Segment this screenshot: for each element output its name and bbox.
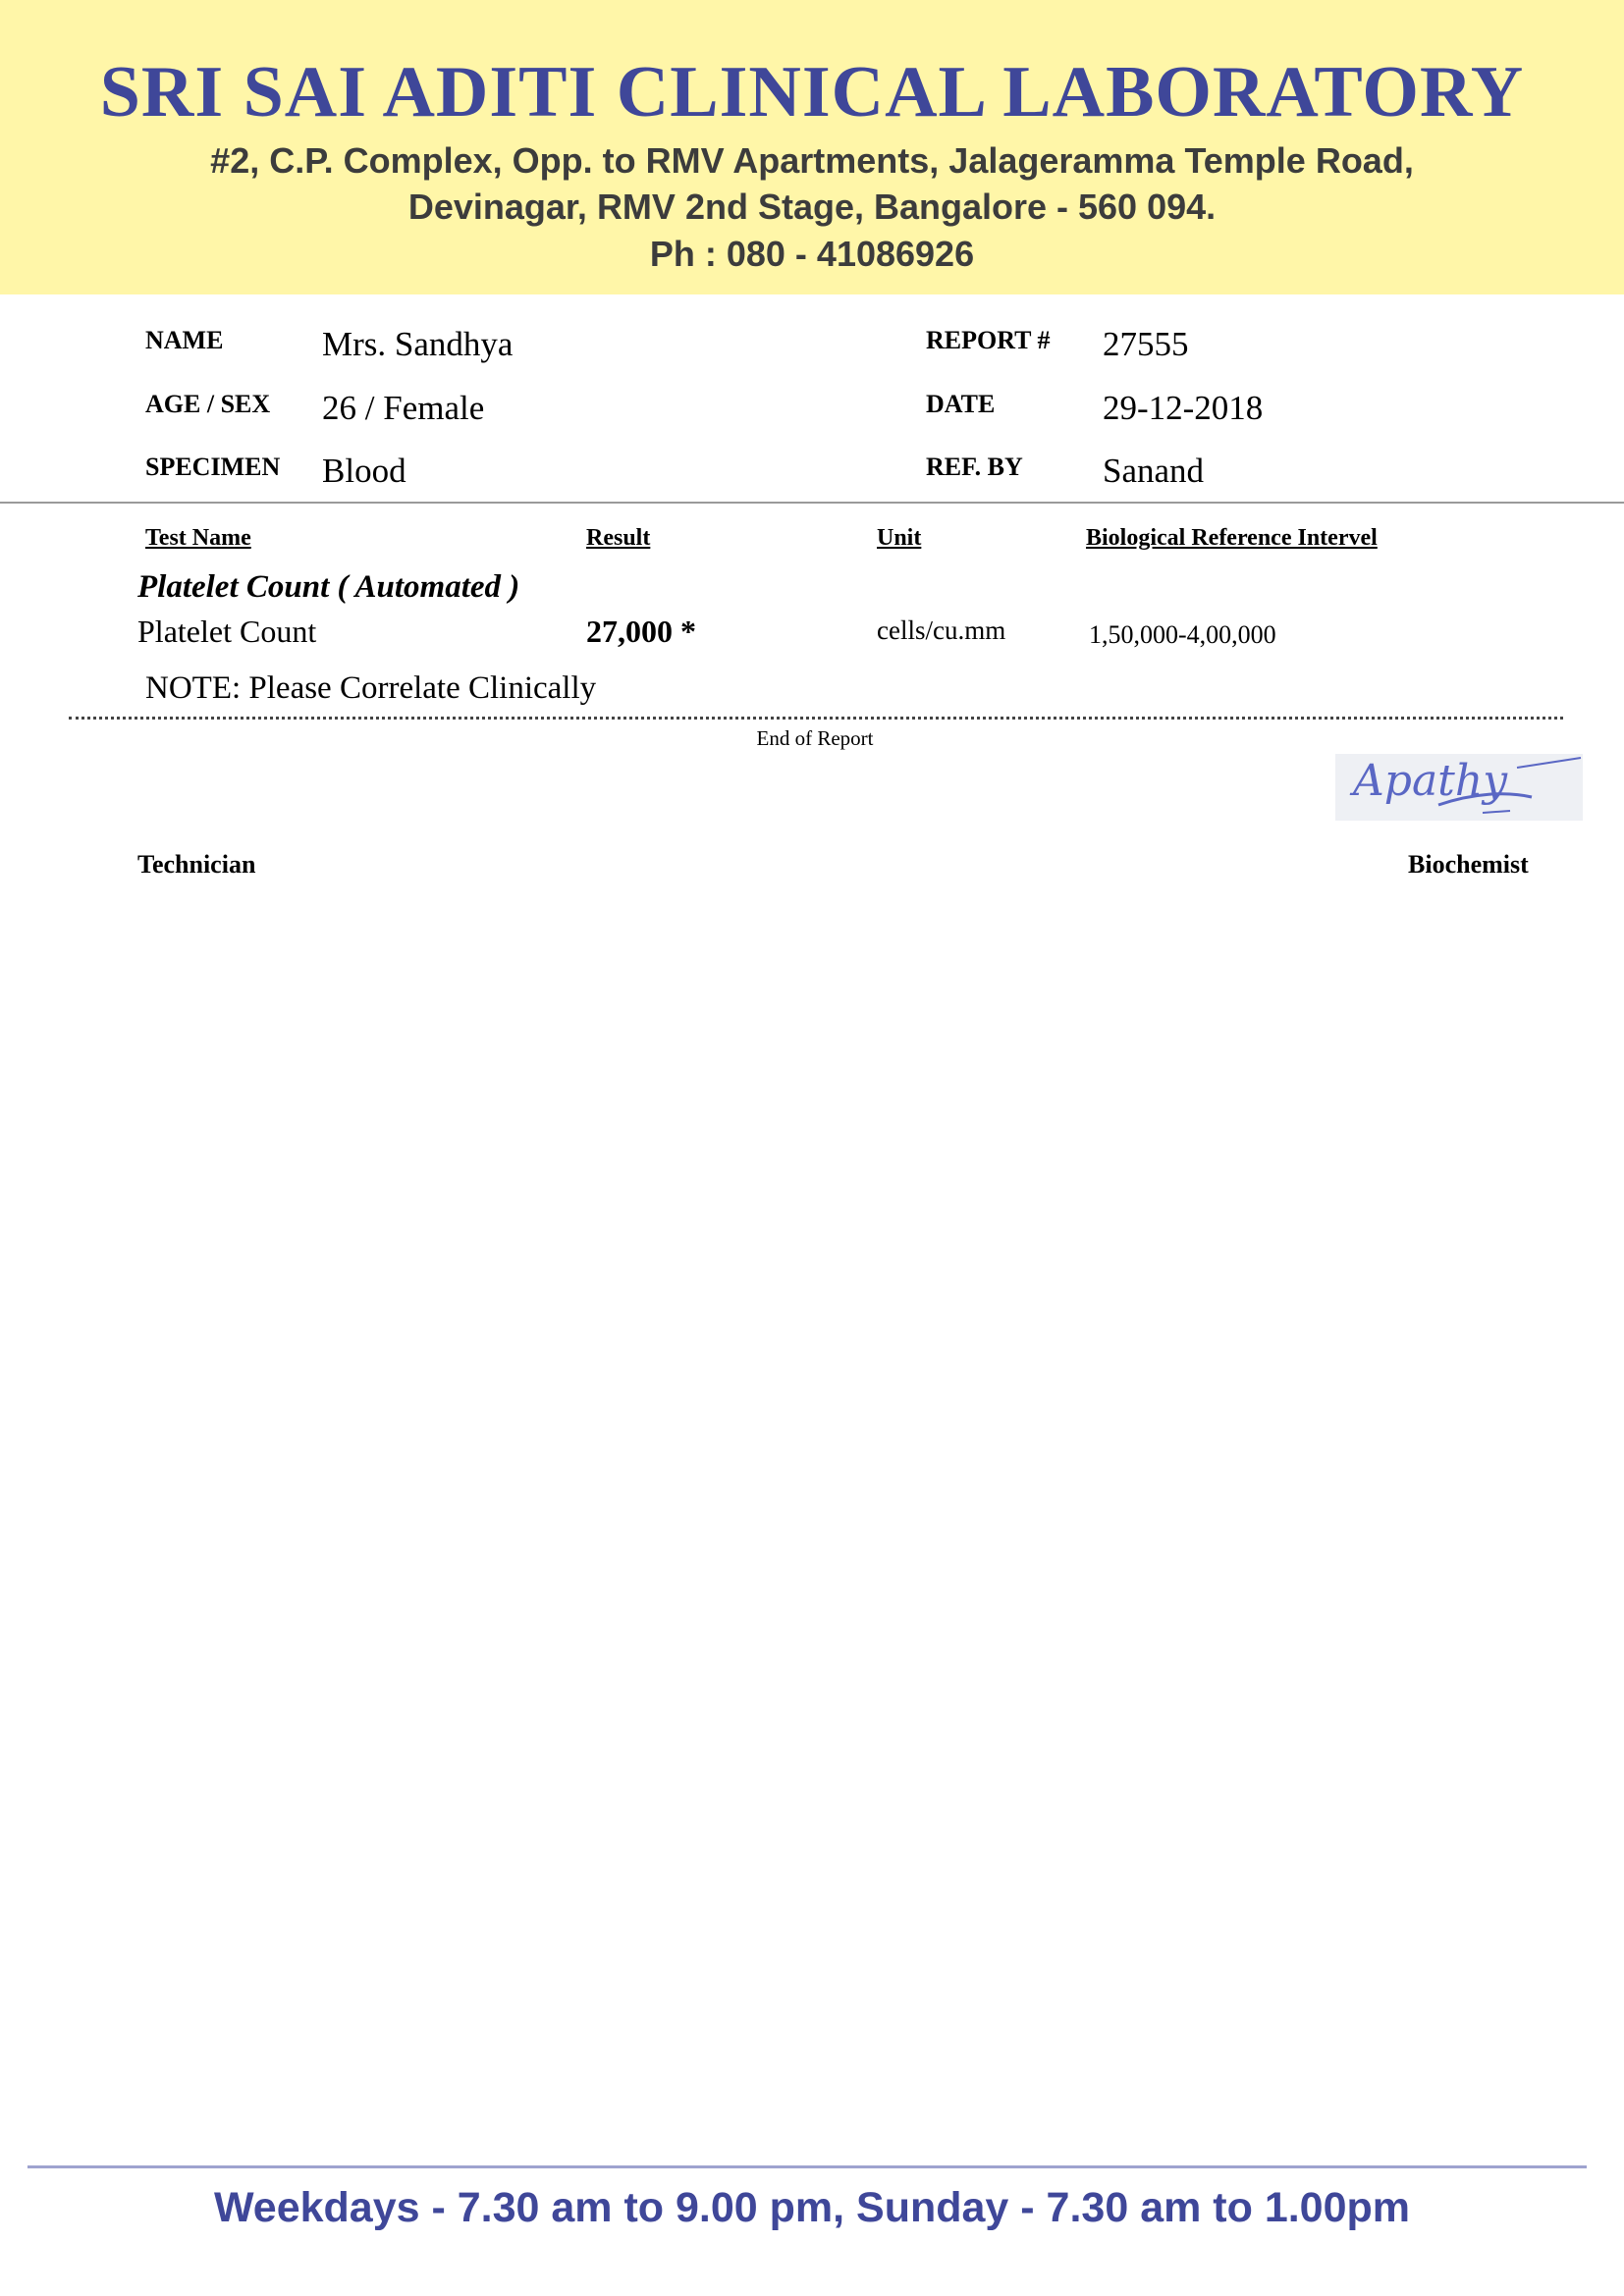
phone-number: Ph : 080 - 41086926 xyxy=(649,234,975,274)
test-name-cell: Platelet Count xyxy=(137,614,317,649)
dotted-divider xyxy=(69,717,1563,720)
reference-cell: 1,50,000-4,00,000 xyxy=(1089,620,1276,649)
name-label: NAME xyxy=(145,326,224,354)
unit-cell: cells/cu.mm xyxy=(877,615,1006,645)
age-sex-label: AGE / SEX xyxy=(145,390,271,418)
report-date: 29-12-2018 xyxy=(1103,389,1264,427)
patient-age-sex: 26 / Female xyxy=(322,389,485,427)
clinical-note: NOTE: Please Correlate Clinically xyxy=(145,670,597,706)
letterhead xyxy=(0,0,1624,294)
patient-name: Mrs. Sandhya xyxy=(322,325,514,363)
biochemist-label: Biochemist xyxy=(1408,850,1529,879)
col-header-reference: Biological Reference Intervel xyxy=(1086,525,1378,551)
date-label: DATE xyxy=(926,390,996,418)
biochemist-signature xyxy=(1335,754,1583,821)
divider xyxy=(0,502,1624,504)
col-header-test-name: Test Name xyxy=(145,525,251,551)
address-line-1: #2, C.P. Complex, Opp. to RMV Apartments, Jalageramma Temple Road, xyxy=(210,140,1414,181)
col-header-result: Result xyxy=(586,525,651,551)
report-number-label: REPORT # xyxy=(926,326,1051,354)
end-of-report: End of Report xyxy=(756,726,874,750)
col-header-unit: Unit xyxy=(877,525,922,551)
specimen-value: Blood xyxy=(322,452,406,490)
signature-stroke xyxy=(1335,754,1583,821)
signature-text: Apathy xyxy=(1353,756,1508,806)
ref-by-label: REF. BY xyxy=(926,453,1023,481)
report-number: 27555 xyxy=(1103,325,1189,363)
ref-by-value: Sanand xyxy=(1103,452,1205,490)
result-cell: 27,000 * xyxy=(586,614,696,649)
address-line-2: Devinagar, RMV 2nd Stage, Bangalore - 560 094. xyxy=(407,187,1217,227)
specimen-label: SPECIMEN xyxy=(145,453,281,481)
technician-label: Technician xyxy=(137,850,256,879)
footer-divider xyxy=(27,2165,1587,2168)
working-hours: Weekdays - 7.30 am to 9.00 pm, Sunday - 7.30 am to 1.00pm xyxy=(213,2184,1411,2231)
lab-name: SRI SAI ADITI CLINICAL LABORATORY xyxy=(99,52,1525,133)
test-group-title: Platelet Count ( Automated ) xyxy=(137,569,520,605)
